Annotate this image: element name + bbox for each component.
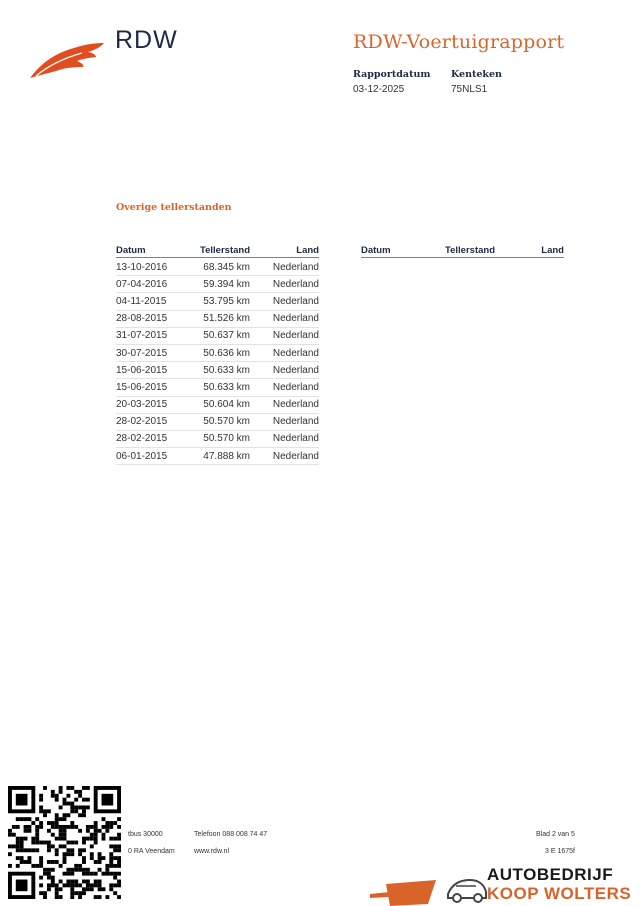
dealer-stripe-icon xyxy=(370,868,455,906)
table-row xyxy=(116,345,319,362)
column-header-odometer: Tellerstand xyxy=(445,245,495,256)
footer-phone: Telefoon 088 008 74 47 xyxy=(194,831,268,838)
odometer-table-secondary xyxy=(361,244,564,258)
column-header-country: Land xyxy=(296,245,319,256)
row-date: 20-03-2015 xyxy=(116,399,168,411)
table-row xyxy=(116,311,319,328)
report-date-label: Rapportdatum xyxy=(353,69,431,80)
row-odometer: 68.345 km xyxy=(203,261,250,273)
row-country: Nederland xyxy=(272,416,319,428)
row-date: 06-01-2015 xyxy=(116,450,168,462)
footer-address-1: tbus 30000 xyxy=(128,831,163,838)
table-header-secondary xyxy=(361,244,564,258)
brand-name: RDW xyxy=(115,26,178,54)
row-odometer: 59.394 km xyxy=(203,278,250,290)
table-row xyxy=(116,414,319,431)
table-row xyxy=(116,259,319,276)
row-date: 13-10-2016 xyxy=(116,261,168,273)
column-header-odometer: Tellerstand xyxy=(200,245,250,256)
table-row xyxy=(116,362,319,379)
row-date: 30-07-2015 xyxy=(116,347,168,359)
table-row xyxy=(116,328,319,345)
footer-code: 3 E 1675f xyxy=(545,848,575,855)
row-date: 15-06-2015 xyxy=(116,381,168,393)
row-odometer: 50.604 km xyxy=(203,399,250,411)
table-header xyxy=(116,244,319,258)
row-odometer: 50.633 km xyxy=(203,364,250,376)
row-odometer: 50.570 km xyxy=(203,416,250,428)
odometer-table xyxy=(116,244,319,465)
row-country: Nederland xyxy=(272,278,319,290)
row-odometer: 50.637 km xyxy=(203,330,250,342)
license-plate-value: 75NLS1 xyxy=(451,84,488,95)
row-date: 07-04-2016 xyxy=(116,278,168,290)
report-title: RDW-Voertuigrapport xyxy=(353,31,565,53)
row-odometer: 50.636 km xyxy=(203,347,250,359)
row-country: Nederland xyxy=(272,330,319,342)
row-country: Nederland xyxy=(272,261,319,273)
row-odometer: 47.888 km xyxy=(203,450,250,462)
report-date-value: 03-12-2025 xyxy=(353,84,405,95)
row-odometer: 50.633 km xyxy=(203,381,250,393)
table-row xyxy=(116,293,319,310)
row-date: 31-07-2015 xyxy=(116,330,168,342)
dealer-name-line-2: KOOP WOLTERS xyxy=(487,884,632,903)
report-date xyxy=(353,69,430,95)
row-country: Nederland xyxy=(272,381,319,393)
row-odometer: 50.570 km xyxy=(203,433,250,445)
table-row xyxy=(116,276,319,293)
license-plate-label: Kenteken xyxy=(451,69,502,80)
row-country: Nederland xyxy=(272,347,319,359)
row-odometer: 53.795 km xyxy=(203,295,250,307)
row-odometer: 51.526 km xyxy=(203,313,250,325)
table-row xyxy=(116,431,319,448)
table-row xyxy=(116,448,319,465)
license-plate xyxy=(451,69,502,95)
row-date: 04-11-2015 xyxy=(116,295,167,307)
footer-page-number: Blad 2 van 5 xyxy=(536,831,575,838)
footer-address-2: 0 RA Veendam xyxy=(128,848,175,855)
row-country: Nederland xyxy=(272,364,319,376)
column-header-date: Datum xyxy=(361,245,391,256)
column-header-country: Land xyxy=(541,245,564,256)
section-title: Overige tellerstanden xyxy=(116,202,232,213)
column-header-date: Datum xyxy=(116,245,146,256)
table-row xyxy=(116,397,319,414)
table-row xyxy=(116,379,319,396)
footer-website[interactable]: www.rdw.nl xyxy=(194,848,230,855)
car-icon xyxy=(446,866,488,906)
qr-code-icon xyxy=(8,786,121,899)
row-country: Nederland xyxy=(272,450,319,462)
row-country: Nederland xyxy=(272,433,319,445)
row-country: Nederland xyxy=(272,313,319,325)
row-country: Nederland xyxy=(272,399,319,411)
row-date: 28-08-2015 xyxy=(116,313,168,325)
row-date: 28-02-2015 xyxy=(116,416,168,428)
rdw-logo-icon xyxy=(30,40,105,80)
row-country: Nederland xyxy=(272,295,319,307)
row-date: 28-02-2015 xyxy=(116,433,168,445)
row-date: 15-06-2015 xyxy=(116,364,168,376)
dealer-name-line-1: AUTOBEDRIJF xyxy=(487,865,614,884)
